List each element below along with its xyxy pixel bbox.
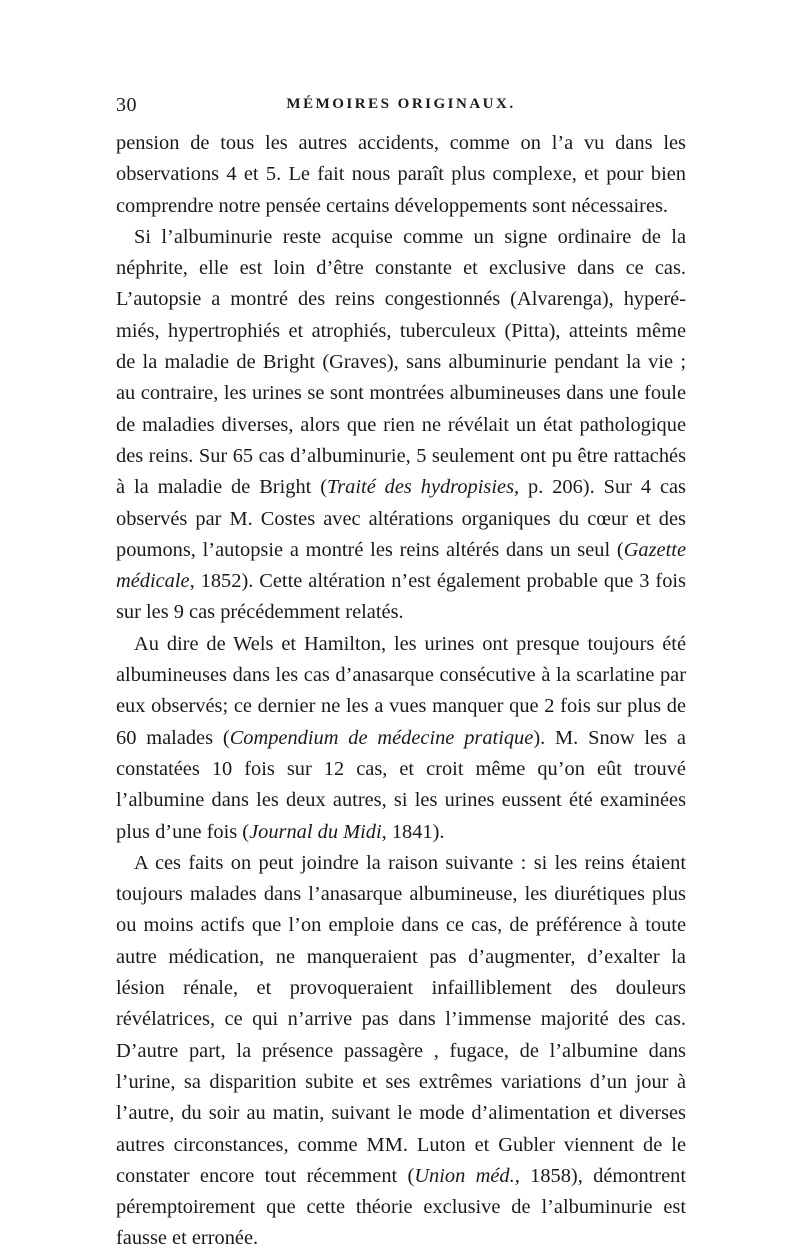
paragraph [116,222,686,629]
text-run: p. 206). Sur 4 cas observés par M. Costes avec altérations organiques du cœur et des poumons, l’autopsie a montré les reins altérés dans un seul ( [116,476,686,561]
text-run: 1852). Cette altération n’est également probable que 3 fois sur les 9 cas précédemment relatés. [116,570,686,624]
text-run: A ces faits on peut joindre la raison suivante : si les reins étaient toujours malades dans l’anasarque albumineuse, les diurétiques plus ou moins actifs que l’on emploie dans ce cas, de préférence à toute autre médication, ne manqueraient pas d’augmenter, d’exalter la lésion rénale, et provoqueraient infailliblement des douleurs révélatrices, ce qui n’arrive pas dans l’immense majorité des cas. D’autre part, la présence passagère , fugace, de l’albumine dans l’urine, sa disparition subite et ses extrêmes variations d’un jour à l’autre, du soir au matin, suivant le mode d’alimentation et diverses autres circonstances, comme MM. Luton et Gubler viennent de le constater encore tout récemment ( [116,851,686,1187]
body-text [116,128,686,1255]
italic-citation: Union méd., [414,1164,520,1187]
text-run: 1858), démontrent péremptoirement que cette théorie exclusive de l’albuminurie est fausse et erronée. [116,1164,686,1250]
paragraph [116,128,686,222]
paragraph [116,848,686,1255]
page-header [116,94,686,120]
italic-citation: Journal du Midi, [249,820,387,843]
paragraph [116,629,686,848]
text-run: pension de tous les autres accidents, comme on l’a vu dans les observations 4 et 5. Le fait nous paraît plus complexe, et pour bien comprendre notre pensée certains développements sont nécessaires. [116,132,686,217]
text-run: 1841). [386,820,445,843]
text-run: Au dire de Wels et Hamilton, les urines ont presque toujours été albumineuses dans les cas d’anasarque consécutive à la scarlatine par eux observés; ce dernier ne les a vues manquer que 2 fois sur plus de 60 malades ( [116,632,686,749]
italic-citation: Traité des hydropisies, [327,476,520,499]
text-run: Si l’albuminurie reste acquise comme un signe ordinaire de la néphrite, elle est loin d’être constante et exclusive dans ce cas. L’autopsie a montré des reins congestionnés (Alvarenga), hyperémiés, hypertrophiés et atrophiés, tuberculeux (Pitta), atteints même de la maladie de Bright (Graves), sans albuminurie pendant la vie ; au contraire, les urines se sont montrées albumineuses dans une foule de maladies diverses, alors que rien ne révélait un état pathologique des reins. Sur 65 cas d’albuminurie, 5 seulement ont pu être rattachés à la maladie de Bright ( [116,225,686,499]
italic-citation: Compendium de médecine pratique [229,726,534,749]
text-run: ). M. Snow les a constatées 10 fois sur 12 cas, et croit même qu’on eût trouvé l’albumine dans les deux autres, si les urines eussent été examinées plus d’une fois ( [116,726,686,843]
running-head: MÉMOIRES ORIGINAUX. [286,96,516,112]
italic-citation: Gazette médicale, [116,538,686,593]
page-number: 30 [116,94,137,116]
